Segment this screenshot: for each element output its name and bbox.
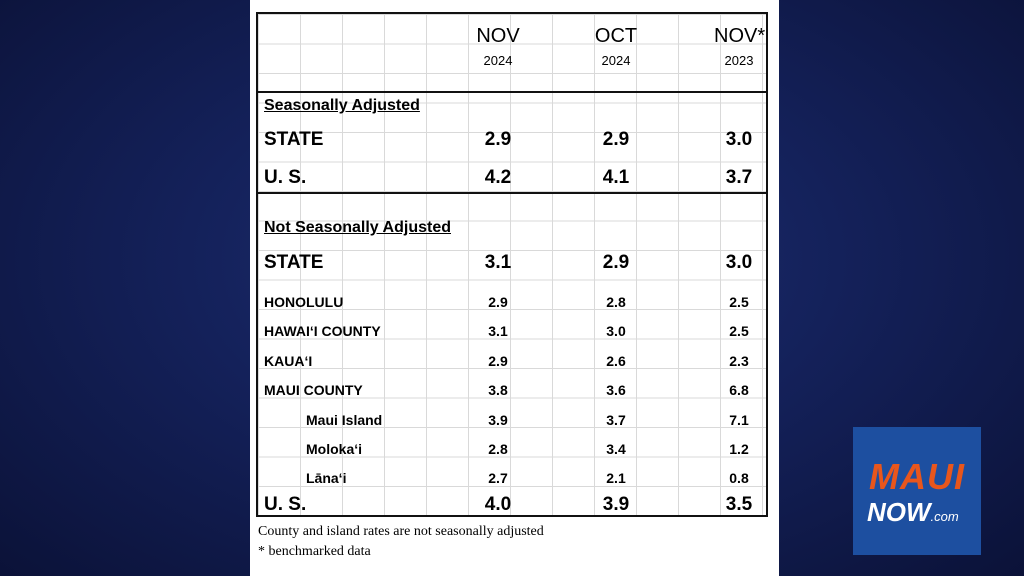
cell-nsa-us-3: 3.5 <box>725 494 753 515</box>
cell-lanai-1: 2.7 <box>488 470 508 486</box>
header-divider <box>258 91 766 93</box>
col-header-month-2: OCT <box>594 25 638 47</box>
cell-sa-us-3: 3.7 <box>725 167 753 188</box>
cell-sa-state-2: 2.9 <box>602 129 630 150</box>
cell-maui-county-1: 3.8 <box>488 382 508 398</box>
col-header-month-1: NOV <box>476 25 520 47</box>
cell-maui-island-3: 7.1 <box>729 412 749 428</box>
row-label-honolulu: HONOLULU <box>264 294 344 310</box>
cell-honolulu-3: 2.5 <box>729 294 749 310</box>
cell-maui-island-2: 3.7 <box>606 412 626 428</box>
cell-hawaii-county-2: 3.0 <box>606 323 626 339</box>
cell-hawaii-county-3: 2.5 <box>729 323 749 339</box>
maui-now-logo <box>853 427 981 555</box>
cell-lanai-2: 2.1 <box>606 470 626 486</box>
row-label-molokai: Molokaʻi <box>306 441 363 457</box>
cell-molokai-3: 1.2 <box>729 441 749 457</box>
cell-honolulu-1: 2.9 <box>488 294 508 310</box>
cell-nsa-us-1: 4.0 <box>484 494 512 515</box>
row-label-nsa-us: U. S. <box>264 494 307 515</box>
col-header-year-1: 2024 <box>483 53 513 68</box>
unemployment-table-sheet <box>250 0 779 576</box>
col-header-year-3: 2023 <box>724 53 754 68</box>
cell-sa-state-3: 3.0 <box>725 129 753 150</box>
cell-kauai-1: 2.9 <box>488 353 508 369</box>
footnote-county-rates: County and island rates are not seasonally adjusted <box>258 524 544 539</box>
row-label-lanai: Lānaʻi <box>306 470 347 486</box>
row-label-maui-county: MAUI COUNTY <box>264 382 363 398</box>
cell-honolulu-2: 2.8 <box>606 294 626 310</box>
cell-sa-state-1: 2.9 <box>484 129 512 150</box>
row-label-kauai: KAUAʻI <box>264 353 313 369</box>
cell-nsa-us-2: 3.9 <box>602 494 630 515</box>
col-header-year-2: 2024 <box>601 53 631 68</box>
section-title-not-seasonally-adjusted: Not Seasonally Adjusted <box>264 219 451 236</box>
col-header-month-3: NOV* <box>714 25 766 47</box>
cell-maui-island-1: 3.9 <box>488 412 508 428</box>
section-title-seasonally-adjusted: Seasonally Adjusted <box>264 97 420 114</box>
row-label-hawaii-county: HAWAIʻI COUNTY <box>264 323 381 339</box>
row-label-nsa-state: STATE <box>264 252 324 273</box>
logo-dotcom-text: .com <box>930 509 959 524</box>
logo-now-text: NOW <box>867 497 931 527</box>
logo-word-maui: MAUI <box>869 456 965 497</box>
cell-molokai-2: 3.4 <box>606 441 626 457</box>
row-label-sa-us: U. S. <box>264 167 307 188</box>
cell-nsa-state-1: 3.1 <box>484 252 512 273</box>
logo-word-now <box>867 499 977 525</box>
cell-molokai-1: 2.8 <box>488 441 508 457</box>
row-label-maui-island: Maui Island <box>306 412 383 428</box>
cell-kauai-2: 2.6 <box>606 353 626 369</box>
cell-sa-us-2: 4.1 <box>602 167 630 188</box>
row-label-sa-state: STATE <box>264 129 324 150</box>
cell-lanai-3: 0.8 <box>729 470 749 486</box>
cell-maui-county-2: 3.6 <box>606 382 626 398</box>
footnote-benchmarked: * benchmarked data <box>258 544 371 559</box>
cell-hawaii-county-1: 3.1 <box>488 323 508 339</box>
cell-kauai-3: 2.3 <box>729 353 749 369</box>
cell-maui-county-3: 6.8 <box>729 382 749 398</box>
section-divider <box>258 192 766 194</box>
cell-nsa-state-2: 2.9 <box>602 252 630 273</box>
cell-nsa-state-3: 3.0 <box>725 252 753 273</box>
spreadsheet-grid <box>256 12 768 517</box>
cell-sa-us-1: 4.2 <box>484 167 512 188</box>
